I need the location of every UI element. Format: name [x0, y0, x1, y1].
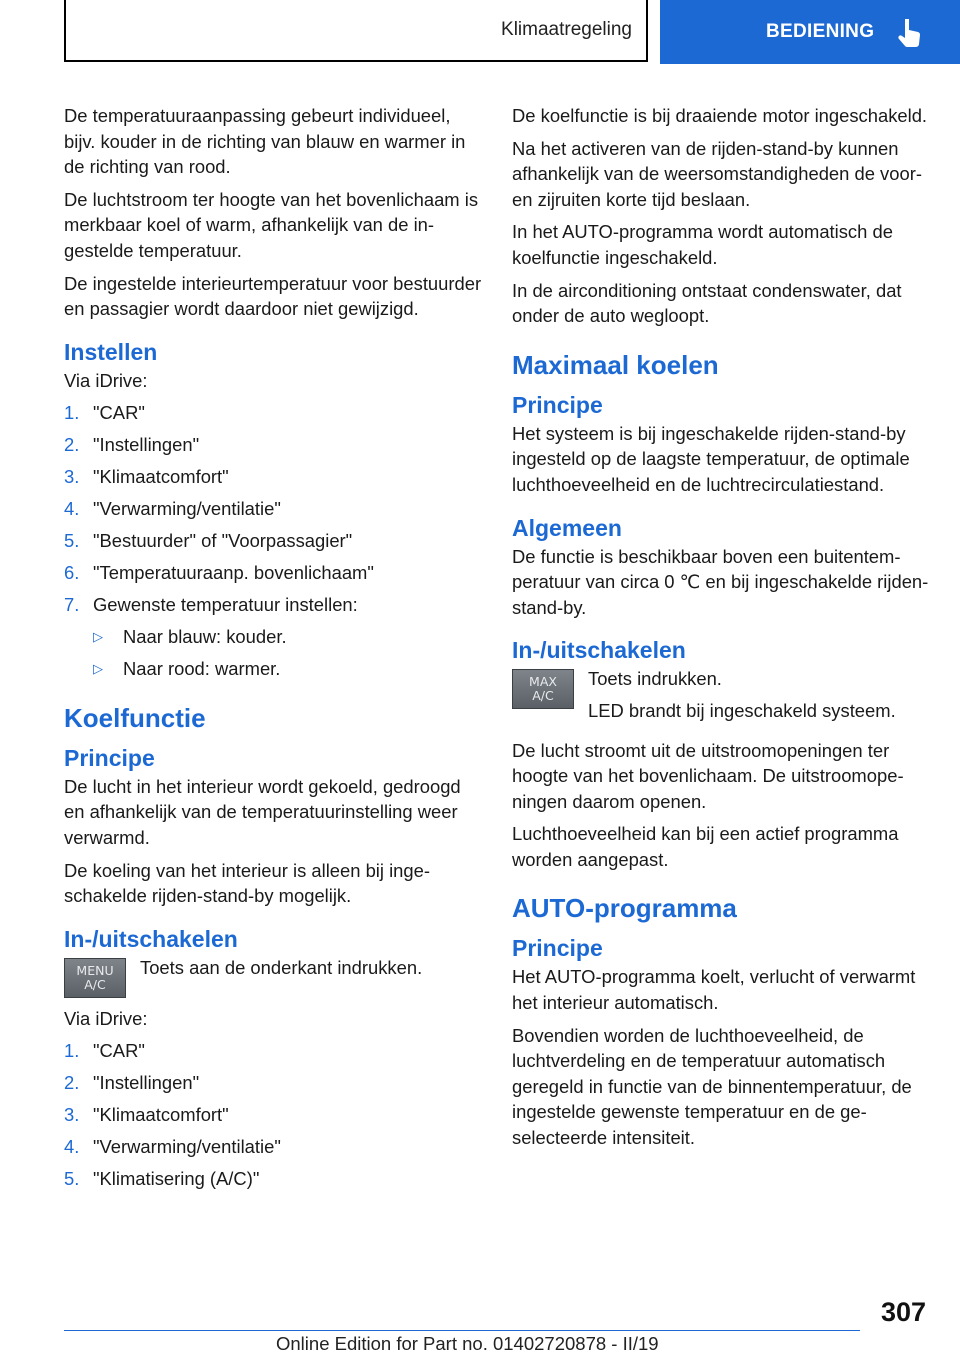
heading-instellen: Instellen [64, 338, 158, 365]
triangle-bullet-icon: ▷ [93, 629, 103, 645]
intro-paragraph: De temperatuuraanpassing gebeurt individueel, bijv. kouder in de richting van blauw en warmer in de richting van rood. [64, 105, 466, 178]
intro-paragraph: De luchtstroom ter hoogte van het bovenlichaam is merkbaar koel of warm, afhankelijk van de ingestelde temperatuur. [64, 188, 479, 261]
list-item [64, 592, 484, 618]
step-text: "CAR" [93, 402, 145, 424]
step-number: 4. [64, 1136, 80, 1158]
step-number: 1. [64, 402, 80, 424]
footer-edition-text: Online Edition for Part no. 01402720878 - II/19 [276, 1333, 659, 1354]
heading-principe: Principe [512, 935, 603, 962]
koelfunctie-steps [64, 1038, 484, 1192]
step-text: "Verwarming/ventilatie" [93, 1136, 281, 1158]
intro-paragraph: De ingestelde interieurtemperatuur voor bestuurder en passagier wordt daardoor niet gewijzigd. [64, 272, 482, 320]
koel-paragraph: Na het activeren van de rijden-stand-by kunnen afhankelijk van de weersomstandigheden de voor- en zijruiten korte tijd beslaan. [512, 137, 922, 210]
principe-paragraph: De koeling van het interieur is alleen bij ingeschakelde rijden-stand-by mogelijk. [64, 859, 430, 907]
principe-paragraph: Het systeem is bij ingeschakelde rijden-stand-by ingesteld op de laagste temperatuur, de optimale luchthoeveelheid en de luchtrecirculatiestand. [512, 422, 910, 495]
heading-in-uitschakelen: In-/uitschakelen [64, 925, 238, 952]
step-number: 2. [64, 434, 80, 456]
chapter-tab[interactable] [64, 0, 648, 62]
list-item [64, 1134, 484, 1160]
koel-paragraph: In het AUTO-programma wordt automatisch de koelfunctie ingeschakeld. [512, 221, 893, 268]
heading-in-uitschakelen: In-/uitschakelen [512, 637, 686, 664]
button-instruction: Toets aan de onderkant indrukken. [140, 956, 423, 978]
step-number: 3. [64, 466, 80, 488]
step-number: 6. [64, 562, 80, 584]
principe-paragraph: De lucht in het interieur wordt gekoeld, gedroogd en afhankelijk van de temperatuurinstelling weer verwarmd. [64, 775, 461, 848]
button-label-top: MAX [529, 674, 557, 690]
button-label-bottom: A/C [532, 688, 554, 704]
step-number: 4. [64, 498, 80, 520]
max-ac-button-icon [512, 669, 574, 709]
heading-principe: Principe [64, 744, 155, 771]
list-item [64, 496, 484, 522]
heading-auto-programma: AUTO-programma [512, 893, 737, 924]
step-text: "Klimaatcomfort" [93, 1104, 229, 1126]
footer-divider [64, 1330, 860, 1331]
list-item [64, 1166, 484, 1192]
list-item [93, 656, 484, 682]
step-text: "Klimaatcomfort" [93, 466, 229, 488]
temperature-options [93, 624, 484, 682]
step-number: 5. [64, 1168, 80, 1190]
list-item [64, 464, 484, 490]
list-item [64, 1038, 484, 1064]
button-label-top: MENU [76, 962, 114, 978]
list-item [64, 1070, 484, 1096]
triangle-bullet-icon: ▷ [93, 661, 103, 677]
step-text: "Instellingen" [93, 434, 200, 456]
step-text: "CAR" [93, 1040, 145, 1062]
page-number: 307 [880, 1297, 926, 1327]
step-number: 7. [64, 594, 80, 616]
via-idrive-text: Via iDrive: [64, 1007, 148, 1029]
step-number: 1. [64, 1040, 80, 1062]
list-item [64, 432, 484, 458]
airflow-paragraph: De lucht stroomt uit de uitstroomopeningen ter hoogte van het bovenlichaam. De uitstroomopeningen daarom openen. [512, 739, 904, 812]
step-text: "Bestuurder" of "Voorpassagier" [93, 530, 353, 552]
principe-paragraph: Bovendien worden de luchthoeveelheid, de luchtverdeling en de temperatuur automatisch geregeld in functie van de binnentemperatuur, de ingestelde gewenste temperatuur en de geselecteerde intensiteit. [512, 1024, 912, 1149]
list-item [64, 528, 484, 554]
koel-paragraph: De koelfunctie is bij draaiende motor ingeschakeld. [512, 105, 928, 126]
instellen-steps [64, 400, 484, 618]
heading-algemeen: Algemeen [512, 514, 622, 541]
principe-paragraph: Het AUTO-programma koelt, verlucht of verwarmt het interieur automatisch. [512, 966, 916, 1014]
step-number: 5. [64, 530, 80, 552]
right-column [512, 103, 932, 1158]
max-ac-button-row [512, 666, 932, 729]
step-text: "Klimatisering (A/C)" [93, 1168, 260, 1190]
section-tab[interactable] [660, 0, 960, 64]
list-item [64, 560, 484, 586]
heading-koelfunctie: Koelfunctie [64, 702, 206, 733]
koel-paragraph: In de airconditioning ontstaat condenswater, dat onder de auto wegloopt. [512, 279, 902, 327]
step-text: "Instellingen" [93, 1072, 200, 1094]
pointing-hand-icon [896, 17, 924, 47]
list-item [93, 624, 484, 650]
step-number: 3. [64, 1104, 80, 1126]
menu-ac-button-icon [64, 958, 126, 998]
button-label-bottom: A/C [84, 976, 106, 992]
led-note: LED brandt bij ingeschakeld systeem. [588, 699, 896, 721]
section-title: BEDIENING [766, 21, 875, 42]
via-idrive-text: Via iDrive: [64, 369, 148, 391]
heading-maximaal-koelen: Maximaal koelen [512, 349, 719, 380]
step-text: "Temperatuuraanp. bovenlichaam" [93, 562, 374, 584]
list-item [64, 400, 484, 426]
bullet-text: Naar blauw: kouder. [123, 626, 287, 648]
left-column [64, 103, 484, 1198]
airflow-paragraph: Luchthoeveelheid kan bij een actief programma worden aangepast. [512, 823, 899, 870]
bullet-text: Naar rood: warmer. [123, 658, 281, 680]
step-number: 2. [64, 1072, 80, 1094]
heading-principe: Principe [512, 391, 603, 418]
list-item [64, 1102, 484, 1128]
menu-ac-button-row [64, 955, 484, 998]
algemeen-paragraph: De functie is beschikbaar boven een buitentemperatuur van circa 0 ℃ en bij ingeschakelde rijden-stand-by. [512, 545, 929, 618]
chapter-title: Klimaatregeling [501, 19, 632, 40]
step-text: "Verwarming/ventilatie" [93, 498, 281, 520]
step-text: Gewenste temperatuur instellen: [93, 594, 358, 616]
button-instruction: Toets indrukken. [588, 668, 722, 690]
